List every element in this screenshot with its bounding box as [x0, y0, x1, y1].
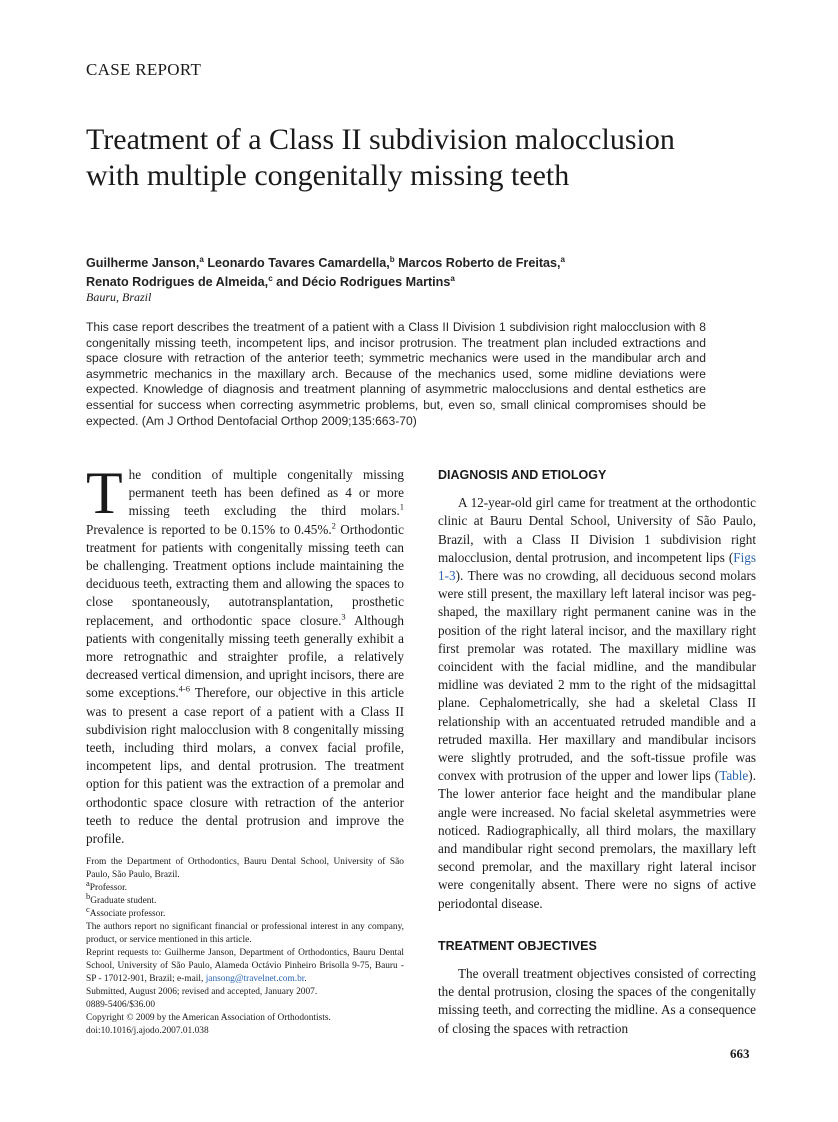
affiliation-marker: a [560, 254, 565, 264]
footnote-interest: The authors report no significant financial or professional interest in any company, product, or service mentioned in this article. [86, 922, 404, 945]
citation-ref[interactable]: 4-6 [178, 684, 191, 695]
right-column [438, 466, 756, 1038]
body-text: ). The lower anterior face height and the mandibular plane angle were increased. No facial skeletal asymmetries were noticed. Radiographically, all third molars, the maxillary and mandibular right second premolars, the maxillary left second premolar, and the maxillary right lateral incisor were congenitally absent. There were no signs of active periodontal disease. [438, 768, 756, 911]
citation-ref[interactable]: 2 [331, 520, 336, 531]
section-heading-objectives: TREATMENT OBJECTIVES [438, 938, 597, 953]
footnote-text: . [304, 974, 307, 984]
author-name: Leonardo Tavares Camardella, [203, 256, 390, 270]
body-text: ). There was no crowding, all deciduous second molars were still present, the maxillary left lateral incisor was peg-shaped, the maxillary right permanent canine was in the position of the right lateral incisor, and the maxillary right first premolar was rotated. The maxillary midline was coincident with the facial midline, and the mandibular midline was deviated 2 mm to the right of the midsagittal plane. Cephalometrically, she had a skeletal Class II relationship with an accentuated retruded mandible and a retruded maxilla. Her maxillary and mandibular incisors were slightly protruded, and the soft-tissue profile was convex with protrusion of the upper and lower lips ( [438, 568, 756, 784]
footnote-department: From the Department of Orthodontics, Bauru Dental School, University of São Paulo, São Paulo, Brazil. [86, 857, 404, 880]
intro-text: Prevalence is reported to be 0.15% to 0.45%. [86, 521, 332, 537]
footnote-reprint [86, 947, 404, 986]
article-title: Treatment of a Class II subdivision malocclusion with multiple congenitally missing teeth [86, 123, 675, 192]
affiliation-marker: a [450, 273, 455, 283]
footnote-marker: b [86, 890, 91, 901]
author-name: Guilherme Janson, [86, 256, 200, 270]
footnote-doi[interactable]: doi:10.1016/j.ajodo.2007.01.038 [86, 1026, 209, 1036]
section-label: CASE REPORT [86, 60, 202, 79]
page-number: 663 [730, 1046, 750, 1061]
email-link[interactable]: jansong@travelnet.com.br [205, 974, 305, 984]
footnote-text: Associate professor. [89, 909, 166, 919]
footnote-text: Professor. [89, 883, 128, 893]
author-list [86, 254, 726, 292]
intro-text: Therefore, our objective in this article was to present a case report of a patient with a Class II subdivision right malocclusion with 8 congenitally missing teeth, including third molars, a convex facial profile, incompetent lips, and dental protrusion. The treatment option for this patient was the extraction of a premolar and orthodontic space closure with retraction of the anterior teeth to reduce the dental protrusion and improve the profile. [86, 685, 405, 847]
footnote-issn: 0889-5406/$36.00 [86, 1000, 156, 1010]
footnote-a [86, 877, 404, 895]
intro-text: he condition of multiple congenitally missing permanent teeth has been defined as 4 or more missing teeth excluding the third molars. [128, 467, 404, 519]
citation-ref[interactable]: 3 [341, 611, 346, 622]
author-name: Marcos Roberto de Freitas, [394, 256, 561, 270]
section-heading-diagnosis: DIAGNOSIS AND ETIOLOGY [438, 468, 607, 482]
affiliation-marker: a [199, 254, 204, 264]
table-link[interactable]: Table [719, 768, 749, 784]
footnote-c [86, 903, 404, 921]
intro-paragraph [86, 460, 405, 848]
footnote-marker: a [86, 877, 90, 888]
author-name: and Décio Rodrigues Martins [272, 275, 451, 289]
author-location: Bauru, Brazil [86, 290, 152, 304]
citation-ref[interactable]: 1 [399, 502, 404, 513]
drop-cap: T [86, 460, 123, 526]
footnote-marker: c [86, 903, 90, 914]
footnote-copyright: Copyright © 2009 by the American Association of Orthodontists. [86, 1013, 331, 1023]
footnote-text: Graduate student. [90, 896, 157, 906]
left-column [86, 460, 405, 848]
diagnosis-paragraph [438, 494, 756, 913]
footnote-b [86, 890, 404, 908]
intro-text: Although patients with congenitally missing teeth generally exhibit a more retrognathic and straighter profile, a relatively decreased vertical dimension, and upright incisors, there are some exceptions. [86, 612, 405, 701]
affiliation-marker: c [268, 273, 273, 283]
footnote-text: Reprint requests to: Guilherme Janson, Department of Orthodontics, Bauru Dental School, University of São Paulo, Alameda Octávio Pinheiro Brisolla 9-75, Bauru - SP - 17012-901, Brazil; e-mail, [86, 948, 404, 984]
footnote-submitted: Submitted, August 2006; revised and accepted, January 2007. [86, 987, 318, 997]
author-name: Renato Rodrigues de Almeida, [86, 275, 269, 289]
body-text: A 12-year-old girl came for treatment at the orthodontic clinic at Bauru Dental School, University of São Paulo, Brazil, with a Class II Division 1 subdivision right malocclusion, dental protrusion, and incompetent lips ( [438, 495, 756, 565]
figure-link[interactable]: Figs 1-3 [438, 549, 756, 584]
abstract: This case report describes the treatment of a patient with a Class II Division 1 subdivision right malocclusion with 8 congenitally missing teeth, incompetent lips, and incisor protrusion. The treatment plan included extractions and space closure with retraction of the anterior teeth; symmetric mechanics were used in the mandibular arch and asymmetric mechanics in the maxillary arch. Because of the mechanics used, some midline deviations were expected. Knowledge of diagnosis and treatment planning of asymmetric malocclusions and dental esthetics are essential for success when correcting asymmetric problems, but, even so, small clinical compromises should be expected. (Am J Orthod Dentofacial Orthop 2009;135:663-70) [86, 320, 706, 428]
intro-text: Orthodontic treatment for patients with congenitally missing teeth can be challenging. Treatment options include maintaining the deciduous teeth, extracting them and allowing the spaces to close spontaneously, autotransplantation, prosthetic replacement, and orthodontic space closure. [86, 521, 405, 628]
objectives-paragraph: The overall treatment objectives consisted of correcting the dental protrusion, closing the spaces of the congenitally missing teeth, and correcting the midline. As a consequence of closing the spaces with retraction [438, 966, 756, 1036]
affiliation-marker: b [389, 254, 395, 264]
footnotes [86, 856, 404, 1038]
